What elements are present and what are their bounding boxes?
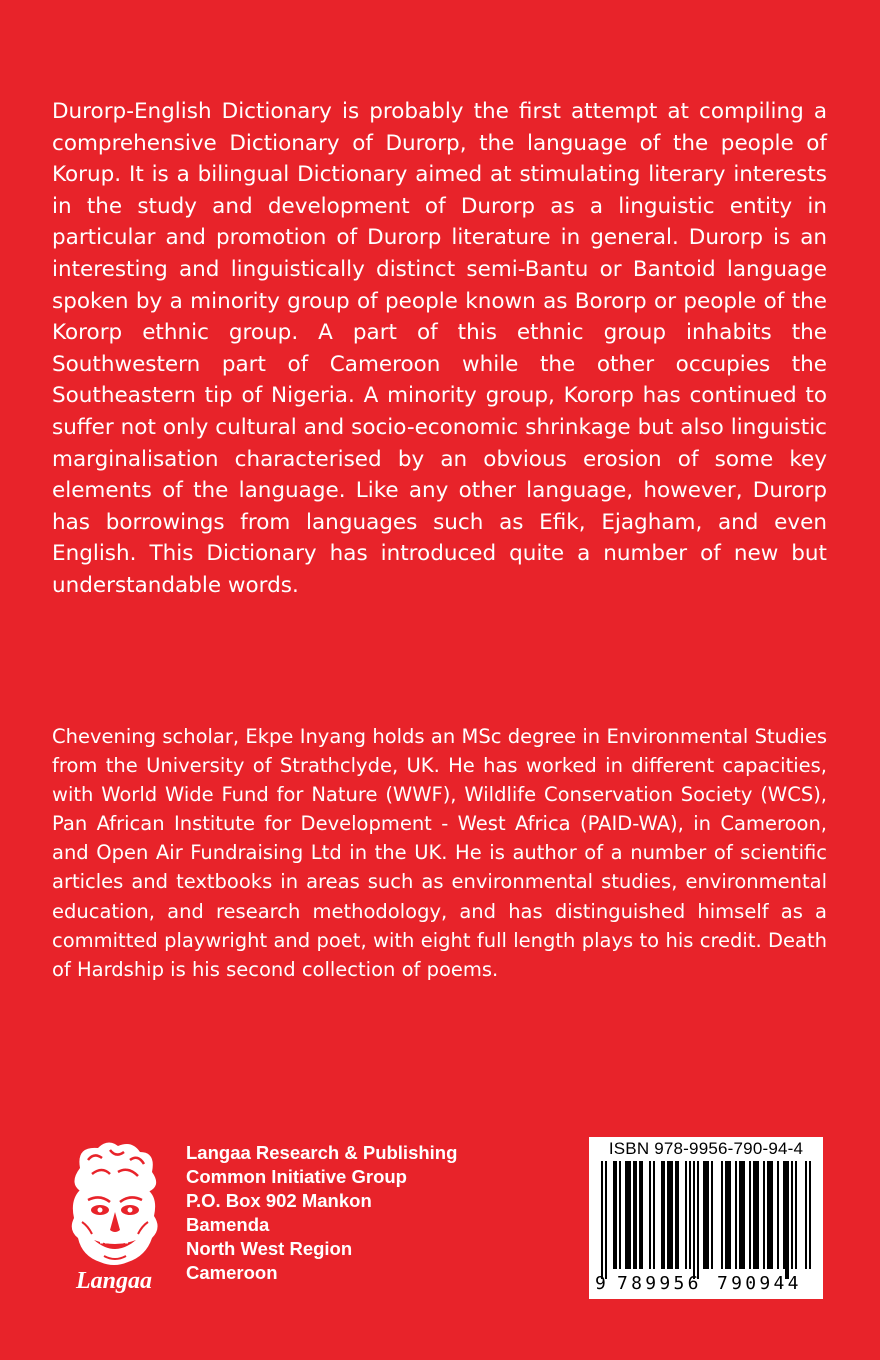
barcode-bar [791, 1161, 793, 1269]
isbn-barcode [589, 1137, 823, 1299]
barcode-bar [641, 1161, 643, 1269]
barcode-bar [703, 1161, 705, 1269]
publisher-logo [58, 1138, 170, 1296]
barcode-bar [693, 1161, 695, 1279]
barcode-bar [605, 1161, 607, 1279]
barcode-bar [697, 1161, 699, 1279]
barcode-bar [675, 1161, 677, 1269]
barcode-bar [615, 1161, 617, 1269]
barcode-bar [601, 1161, 603, 1279]
barcode-bar [783, 1161, 785, 1269]
barcode-bar [685, 1161, 687, 1269]
barcode-bar [767, 1161, 769, 1269]
barcode-bar [795, 1161, 797, 1269]
barcode-bar [753, 1161, 755, 1269]
author-bio: Chevening scholar, Ekpe Inyang holds an MSc degree in Environmental Studies from the University of Strathclyde, UK. He has worked in different capacities, with World Wide Fund for Nature (WWF), Wildlife Conservation Society (WCS), Pan African Institute for Development - West Africa (PAID-WA), in Cameroon, and Open Air Fundraising Ltd in the UK. He is author of a number of scientific articles and textbooks in areas such as environmental studies, environmental education, and research methodology, and has distinguished himself as a committed playwright and poet, with eight full length plays to his credit. Death of Hardship is his second collection of poems. [52, 725, 827, 981]
barcode-bar [763, 1161, 765, 1269]
barcode-bar [725, 1161, 727, 1269]
barcode-bar [739, 1161, 741, 1269]
barcode-bar [727, 1161, 729, 1269]
barcode-bar [741, 1161, 743, 1269]
barcode-digits-right: 790944 [717, 1273, 802, 1294]
barcode-bar [629, 1161, 631, 1269]
barcode-bar [785, 1161, 787, 1279]
barcode-bar [649, 1161, 651, 1269]
barcode-bar [635, 1161, 637, 1269]
publisher-line: P.O. Box 902 Mankon [186, 1190, 372, 1211]
isbn-label: ISBN 978-9956-790-94-4 [608, 1139, 804, 1158]
barcode-bar [809, 1161, 811, 1269]
barcode-bar [743, 1161, 745, 1269]
barcode-bar [627, 1161, 629, 1269]
barcode-bar [707, 1161, 709, 1269]
publisher-line: Common Initiative Group [186, 1166, 407, 1187]
barcode-bar [613, 1161, 615, 1269]
barcode-bar [777, 1161, 779, 1269]
barcode-bar [689, 1161, 691, 1269]
barcode-bar [757, 1161, 759, 1269]
barcode-bar [661, 1161, 663, 1269]
barcode-bar [755, 1161, 757, 1269]
barcode-bar [663, 1161, 665, 1269]
barcode-bar [671, 1161, 673, 1269]
barcode-bar [653, 1161, 655, 1269]
barcode-bar [749, 1161, 751, 1269]
barcode-bar [729, 1161, 731, 1269]
barcode-bar [787, 1161, 789, 1279]
barcode-bar [735, 1161, 737, 1269]
barcode-bar [769, 1161, 771, 1269]
barcode-digits-left: 789956 [617, 1273, 702, 1294]
barcode-bar [711, 1161, 713, 1269]
barcode-bar [677, 1161, 679, 1269]
barcode-bar [633, 1161, 635, 1269]
barcode-bar [619, 1161, 621, 1269]
barcode-bar [805, 1161, 807, 1269]
barcode-bar [705, 1161, 707, 1269]
barcode-bar [639, 1161, 641, 1269]
barcode-bar [771, 1161, 773, 1269]
langaa-mask-logo-icon [58, 1138, 170, 1296]
barcode-bar [667, 1161, 669, 1269]
publisher-line: North West Region [186, 1238, 353, 1259]
logo-wordmark: Langaa [75, 1268, 153, 1294]
barcode-bars [597, 1161, 815, 1281]
barcode-bar [721, 1161, 723, 1269]
publisher-address [186, 1141, 457, 1285]
publisher-line: Cameroon [186, 1262, 278, 1283]
publisher-line: Bamenda [186, 1214, 270, 1235]
book-blurb: Durorp-English Dictionary is probably the first attempt at compiling a comprehensive Dictionary of Durorp, the language of the people of Korup. It is a bilingual Dictionary aimed at stimulating literary interests in the study and development of Durorp as a linguistic entity in particular and promotion of Durorp literature in general. Durorp is an interesting and linguistically distinct semi-Bantu or Bantoid language spoken by a minority group of people known as Bororp or people of the Kororp ethnic group. A part of this ethnic group inhabits the Southwestern part of Cameroon while the other occupies the Southeastern tip of Nigeria. A minority group, Kororp has continued to suffer not only cultural and socio-economic shrinkage but also linguistic marginalisation characterised by an obvious erosion of some key elements of the language. Like any other language, however, Durorp has borrowings from languages such as Efik, Ejagham, and even English. This Dictionary has introduced quite a number of new but understandable words. [52, 99, 827, 598]
barcode-bar [625, 1161, 627, 1269]
barcode-digit-first: 9 [595, 1273, 606, 1294]
barcode-bar [669, 1161, 671, 1269]
publisher-line: Langaa Research & Publishing [186, 1142, 458, 1163]
